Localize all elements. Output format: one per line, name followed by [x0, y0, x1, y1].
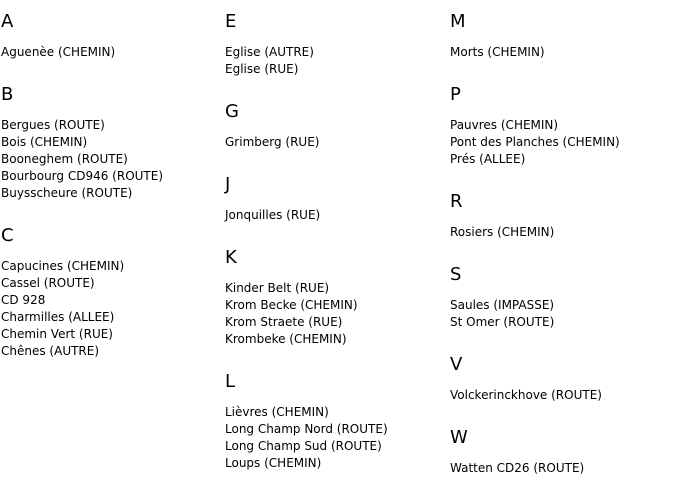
street-link[interactable]: St Omer (ROUTE) — [450, 315, 555, 329]
letter-group-c — [1, 224, 225, 360]
street-link[interactable]: Volckerinckhove (ROUTE) — [450, 388, 602, 402]
letter-group-w — [450, 426, 675, 477]
street-link[interactable]: Booneghem (ROUTE) — [1, 152, 128, 166]
street-link[interactable]: Rosiers (CHEMIN) — [450, 225, 555, 239]
street-link[interactable]: Jonquilles (RUE) — [225, 208, 321, 222]
street-link[interactable]: Bourbourg CD946 (ROUTE) — [1, 169, 164, 183]
street-link[interactable]: Chemin Vert (RUE) — [1, 327, 113, 341]
letter-heading: P — [450, 84, 461, 105]
street-link[interactable]: Pont des Planches (CHEMIN) — [450, 135, 620, 149]
index-column-3 — [450, 10, 675, 477]
street-list — [225, 404, 450, 472]
letter-group-k — [225, 246, 450, 348]
letter-heading: W — [450, 427, 468, 448]
letter-group-l — [225, 370, 450, 472]
street-index — [0, 10, 675, 477]
letter-group-e — [225, 10, 450, 78]
street-link[interactable]: Cassel (ROUTE) — [1, 276, 95, 290]
street-link[interactable]: Buysscheure (ROUTE) — [1, 186, 133, 200]
letter-heading: R — [450, 191, 463, 212]
index-column-2 — [225, 10, 450, 477]
letter-heading: E — [225, 11, 237, 32]
street-link[interactable]: Krom Straete (RUE) — [225, 315, 343, 329]
letter-group-a — [1, 10, 225, 61]
street-list — [450, 460, 675, 477]
street-link[interactable]: Bergues (ROUTE) — [1, 118, 105, 132]
street-link[interactable]: Watten CD26 (ROUTE) — [450, 461, 585, 475]
street-list — [1, 117, 225, 202]
street-list — [1, 44, 225, 61]
letter-group-v — [450, 353, 675, 404]
letter-heading: A — [1, 11, 14, 32]
street-link[interactable]: Prés (ALLEE) — [450, 152, 526, 166]
letter-heading: M — [450, 11, 466, 32]
letter-heading: L — [225, 371, 236, 392]
index-column-1 — [0, 10, 225, 477]
street-link[interactable]: Saules (IMPASSE) — [450, 298, 555, 312]
letter-group-s — [450, 263, 675, 331]
street-link[interactable]: Long Champ Nord (ROUTE) — [225, 422, 388, 436]
street-link[interactable]: Bois (CHEMIN) — [1, 135, 88, 149]
street-list — [1, 258, 225, 360]
letter-group-g — [225, 100, 450, 151]
street-link[interactable]: CD 928 — [1, 293, 46, 307]
street-link[interactable]: Long Champ Sud (ROUTE) — [225, 439, 382, 453]
street-list — [450, 224, 675, 241]
letter-heading: J — [225, 174, 231, 195]
street-link[interactable]: Krom Becke (CHEMIN) — [225, 298, 358, 312]
street-list — [225, 280, 450, 348]
letter-heading: G — [225, 101, 239, 122]
letter-group-p — [450, 83, 675, 168]
street-link[interactable]: Pauvres (CHEMIN) — [450, 118, 559, 132]
street-link[interactable]: Kinder Belt (RUE) — [225, 281, 330, 295]
letter-heading: S — [450, 264, 462, 285]
street-link[interactable]: Aguenèe (CHEMIN) — [1, 45, 116, 59]
street-list — [450, 117, 675, 168]
letter-heading: V — [450, 354, 463, 375]
street-list — [225, 134, 450, 151]
street-link[interactable]: Charmilles (ALLEE) — [1, 310, 115, 324]
street-link[interactable]: Grimberg (RUE) — [225, 135, 320, 149]
letter-heading: C — [1, 225, 14, 246]
street-link[interactable]: Chênes (AUTRE) — [1, 344, 100, 358]
street-list — [225, 207, 450, 224]
letter-group-r — [450, 190, 675, 241]
street-link[interactable]: Eglise (AUTRE) — [225, 45, 314, 59]
street-list — [450, 297, 675, 331]
letter-group-j — [225, 173, 450, 224]
letter-group-b — [1, 83, 225, 202]
street-link[interactable]: Eglise (RUE) — [225, 62, 299, 76]
street-link[interactable]: Capucines (CHEMIN) — [1, 259, 125, 273]
street-list — [225, 44, 450, 78]
letter-heading: K — [225, 247, 237, 268]
street-link[interactable]: Morts (CHEMIN) — [450, 45, 545, 59]
street-link[interactable]: Loups (CHEMIN) — [225, 456, 322, 470]
street-list — [450, 387, 675, 404]
street-link[interactable]: Krombeke (CHEMIN) — [225, 332, 347, 346]
street-link[interactable]: Lièvres (CHEMIN) — [225, 405, 329, 419]
letter-group-m — [450, 10, 675, 61]
letter-heading: B — [1, 84, 14, 105]
street-list — [450, 44, 675, 61]
